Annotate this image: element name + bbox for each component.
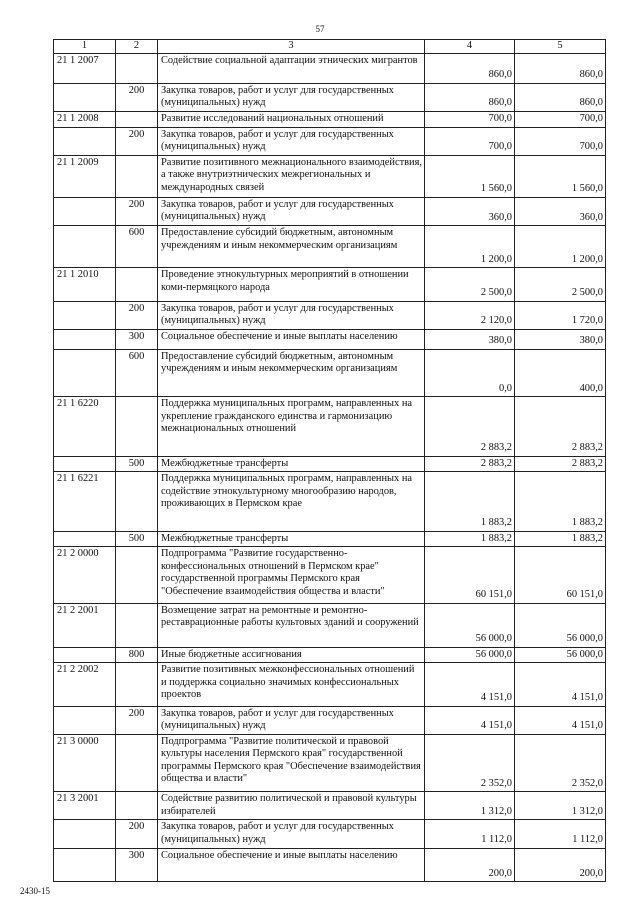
row-description-cell: Закупка товаров, работ и услуг для государственных (муниципальных) нужд <box>158 127 425 155</box>
row-description-cell: Предоставление субсидий бюджетным, автономным учреждениям и иным некоммерческим организациям <box>158 349 425 396</box>
row-expense-type-cell: 500 <box>116 531 158 547</box>
row-description-cell: Развитие позитивного межнационального взаимодействия, а также внутриэтнических межрегиональных и международных связей <box>158 155 425 197</box>
row-description-cell: Иные бюджетные ассигнования <box>158 647 425 663</box>
row-value-col4-cell: 60 151,0 <box>425 547 515 603</box>
row-description-cell: Поддержка муниципальных программ, направленных на укрепление гражданского единства и гармонизацию межнациональных отношений <box>158 397 425 456</box>
row-description-cell: Содействие развитию политической и правовой культуры избирателей <box>158 792 425 820</box>
table-row <box>54 127 606 155</box>
row-code-cell: 21 3 0000 <box>54 734 116 791</box>
row-value-col5-cell: 700,0 <box>515 111 606 127</box>
row-expense-type-cell <box>116 663 158 706</box>
row-expense-type-cell: 800 <box>116 647 158 663</box>
row-value-col5-cell: 2 883,2 <box>515 397 606 456</box>
row-code-cell <box>54 197 116 225</box>
row-expense-type-cell: 300 <box>116 848 158 881</box>
row-code-cell: 21 1 2007 <box>54 53 116 83</box>
row-expense-type-cell <box>116 603 158 647</box>
row-expense-type-cell <box>116 155 158 197</box>
row-code-cell: 21 3 2001 <box>54 792 116 820</box>
row-expense-type-cell: 300 <box>116 329 158 349</box>
row-value-col4-cell: 860,0 <box>425 53 515 83</box>
table-row <box>54 456 606 472</box>
row-value-col4-cell: 2 352,0 <box>425 734 515 791</box>
row-value-col5-cell: 2 883,2 <box>515 456 606 472</box>
table-row <box>54 472 606 531</box>
row-value-col5-cell: 4 151,0 <box>515 663 606 706</box>
row-code-cell <box>54 301 116 329</box>
row-code-cell <box>54 83 116 111</box>
row-expense-type-cell <box>116 397 158 456</box>
row-value-col5-cell: 1 312,0 <box>515 792 606 820</box>
row-value-col4-cell: 56 000,0 <box>425 603 515 647</box>
row-value-col4-cell: 360,0 <box>425 197 515 225</box>
row-value-col5-cell: 60 151,0 <box>515 547 606 603</box>
row-expense-type-cell <box>116 53 158 83</box>
row-expense-type-cell: 600 <box>116 349 158 396</box>
row-description-cell: Закупка товаров, работ и услуг для государственных (муниципальных) нужд <box>158 83 425 111</box>
row-value-col4-cell: 56 000,0 <box>425 647 515 663</box>
row-code-cell: 21 1 2010 <box>54 268 116 301</box>
row-code-cell <box>54 820 116 848</box>
table-row <box>54 734 606 791</box>
table-row <box>54 547 606 603</box>
row-description-cell: Закупка товаров, работ и услуг для государственных (муниципальных) нужд <box>158 301 425 329</box>
header-cell-2: 2 <box>116 40 158 54</box>
row-code-cell <box>54 226 116 268</box>
header-cell-4: 4 <box>425 40 515 54</box>
row-value-col4-cell: 0,0 <box>425 349 515 396</box>
row-expense-type-cell: 200 <box>116 820 158 848</box>
row-description-cell: Социальное обеспечение и иные выплаты населению <box>158 848 425 881</box>
table-row <box>54 83 606 111</box>
row-description-cell: Развитие исследований национальных отношений <box>158 111 425 127</box>
row-description-cell: Содействие социальной адаптации этнических мигрантов <box>158 53 425 83</box>
row-value-col4-cell: 1 200,0 <box>425 226 515 268</box>
row-code-cell <box>54 848 116 881</box>
table-row <box>54 663 606 706</box>
row-value-col4-cell: 2 500,0 <box>425 268 515 301</box>
row-value-col4-cell: 4 151,0 <box>425 663 515 706</box>
row-description-cell: Межбюджетные трансферты <box>158 531 425 547</box>
row-value-col5-cell: 2 500,0 <box>515 268 606 301</box>
row-value-col5-cell: 1 112,0 <box>515 820 606 848</box>
table-row <box>54 603 606 647</box>
row-description-cell: Поддержка муниципальных программ, направленных на содействие этнокультурному многообразию народов, проживающих в Пермском крае <box>158 472 425 531</box>
table-row <box>54 349 606 396</box>
row-value-col5-cell: 860,0 <box>515 83 606 111</box>
row-value-col5-cell: 1 200,0 <box>515 226 606 268</box>
table-row <box>54 301 606 329</box>
row-description-cell: Возмещение затрат на ремонтные и ремонтно-реставрационные работы культовых зданий и сооружений <box>158 603 425 647</box>
table-row <box>54 848 606 881</box>
row-value-col5-cell: 400,0 <box>515 349 606 396</box>
row-value-col5-cell: 360,0 <box>515 197 606 225</box>
table-row <box>54 226 606 268</box>
row-value-col5-cell: 1 883,2 <box>515 531 606 547</box>
header-cell-3: 3 <box>158 40 425 54</box>
row-value-col4-cell: 1 560,0 <box>425 155 515 197</box>
row-code-cell: 21 2 2002 <box>54 663 116 706</box>
row-description-cell: Развитие позитивных межконфессиональных отношений и поддержка социально значимых конфессиональных проектов <box>158 663 425 706</box>
row-value-col4-cell: 860,0 <box>425 83 515 111</box>
row-value-col4-cell: 1 312,0 <box>425 792 515 820</box>
table-row <box>54 155 606 197</box>
row-description-cell: Подпрограмма "Развитие государственно-конфессиональных отношений в Пермском крае" государственной программы Пермского края "Обеспечение взаимодействия общества и власти" <box>158 547 425 603</box>
row-description-cell: Закупка товаров, работ и услуг для государственных (муниципальных) нужд <box>158 197 425 225</box>
row-code-cell <box>54 647 116 663</box>
row-value-col5-cell: 1 883,2 <box>515 472 606 531</box>
row-expense-type-cell: 200 <box>116 301 158 329</box>
table-row <box>54 329 606 349</box>
table-row <box>54 647 606 663</box>
row-code-cell <box>54 456 116 472</box>
row-expense-type-cell: 200 <box>116 197 158 225</box>
row-expense-type-cell: 200 <box>116 83 158 111</box>
table-row <box>54 268 606 301</box>
row-value-col4-cell: 4 151,0 <box>425 706 515 734</box>
row-value-col4-cell: 700,0 <box>425 111 515 127</box>
row-code-cell <box>54 127 116 155</box>
row-code-cell <box>54 706 116 734</box>
row-value-col5-cell: 200,0 <box>515 848 606 881</box>
budget-table <box>53 39 606 882</box>
row-code-cell: 21 1 6220 <box>54 397 116 456</box>
table-row <box>54 397 606 456</box>
row-expense-type-cell <box>116 792 158 820</box>
budget-table-body <box>54 40 606 882</box>
row-value-col5-cell: 1 560,0 <box>515 155 606 197</box>
page-number: 57 <box>315 24 325 34</box>
header-cell-1: 1 <box>54 40 116 54</box>
table-row <box>54 706 606 734</box>
document-code: 2430-15 <box>20 886 50 896</box>
row-value-col5-cell: 56 000,0 <box>515 647 606 663</box>
row-code-cell <box>54 349 116 396</box>
row-value-col4-cell: 700,0 <box>425 127 515 155</box>
row-value-col5-cell: 1 720,0 <box>515 301 606 329</box>
table-row <box>54 820 606 848</box>
table-row <box>54 531 606 547</box>
table-row <box>54 197 606 225</box>
row-description-cell: Межбюджетные трансферты <box>158 456 425 472</box>
row-expense-type-cell <box>116 268 158 301</box>
table-row <box>54 111 606 127</box>
row-expense-type-cell <box>116 111 158 127</box>
row-expense-type-cell: 200 <box>116 127 158 155</box>
header-cell-5: 5 <box>515 40 606 54</box>
row-description-cell: Закупка товаров, работ и услуг для государственных (муниципальных) нужд <box>158 706 425 734</box>
row-code-cell <box>54 531 116 547</box>
row-value-col5-cell: 380,0 <box>515 329 606 349</box>
row-expense-type-cell: 500 <box>116 456 158 472</box>
row-code-cell: 21 1 2008 <box>54 111 116 127</box>
row-code-cell: 21 2 0000 <box>54 547 116 603</box>
row-code-cell <box>54 329 116 349</box>
row-value-col4-cell: 2 883,2 <box>425 397 515 456</box>
row-code-cell: 21 1 6221 <box>54 472 116 531</box>
row-description-cell: Социальное обеспечение и иные выплаты населению <box>158 329 425 349</box>
row-expense-type-cell <box>116 547 158 603</box>
row-description-cell: Подпрограмма "Развитие политической и правовой культуры населения Пермского края" государственной программы Пермского края "Обеспечение взаимодействия общества и власти" <box>158 734 425 791</box>
row-value-col4-cell: 1 883,2 <box>425 531 515 547</box>
row-value-col4-cell: 200,0 <box>425 848 515 881</box>
row-expense-type-cell: 600 <box>116 226 158 268</box>
row-value-col4-cell: 2 883,2 <box>425 456 515 472</box>
row-value-col5-cell: 2 352,0 <box>515 734 606 791</box>
row-value-col5-cell: 860,0 <box>515 53 606 83</box>
header-row <box>54 40 606 54</box>
row-value-col4-cell: 1 112,0 <box>425 820 515 848</box>
budget-table-wrapper <box>53 39 605 882</box>
row-value-col4-cell: 2 120,0 <box>425 301 515 329</box>
row-value-col4-cell: 380,0 <box>425 329 515 349</box>
table-row <box>54 53 606 83</box>
row-code-cell: 21 2 2001 <box>54 603 116 647</box>
row-value-col5-cell: 700,0 <box>515 127 606 155</box>
row-description-cell: Проведение этнокультурных мероприятий в отношении коми-пермяцкого народа <box>158 268 425 301</box>
table-row <box>54 792 606 820</box>
row-description-cell: Закупка товаров, работ и услуг для государственных (муниципальных) нужд <box>158 820 425 848</box>
row-value-col5-cell: 56 000,0 <box>515 603 606 647</box>
row-expense-type-cell <box>116 472 158 531</box>
row-code-cell: 21 1 2009 <box>54 155 116 197</box>
row-expense-type-cell <box>116 734 158 791</box>
row-expense-type-cell: 200 <box>116 706 158 734</box>
row-description-cell: Предоставление субсидий бюджетным, автономным учреждениям и иным некоммерческим организациям <box>158 226 425 268</box>
row-value-col5-cell: 4 151,0 <box>515 706 606 734</box>
row-value-col4-cell: 1 883,2 <box>425 472 515 531</box>
